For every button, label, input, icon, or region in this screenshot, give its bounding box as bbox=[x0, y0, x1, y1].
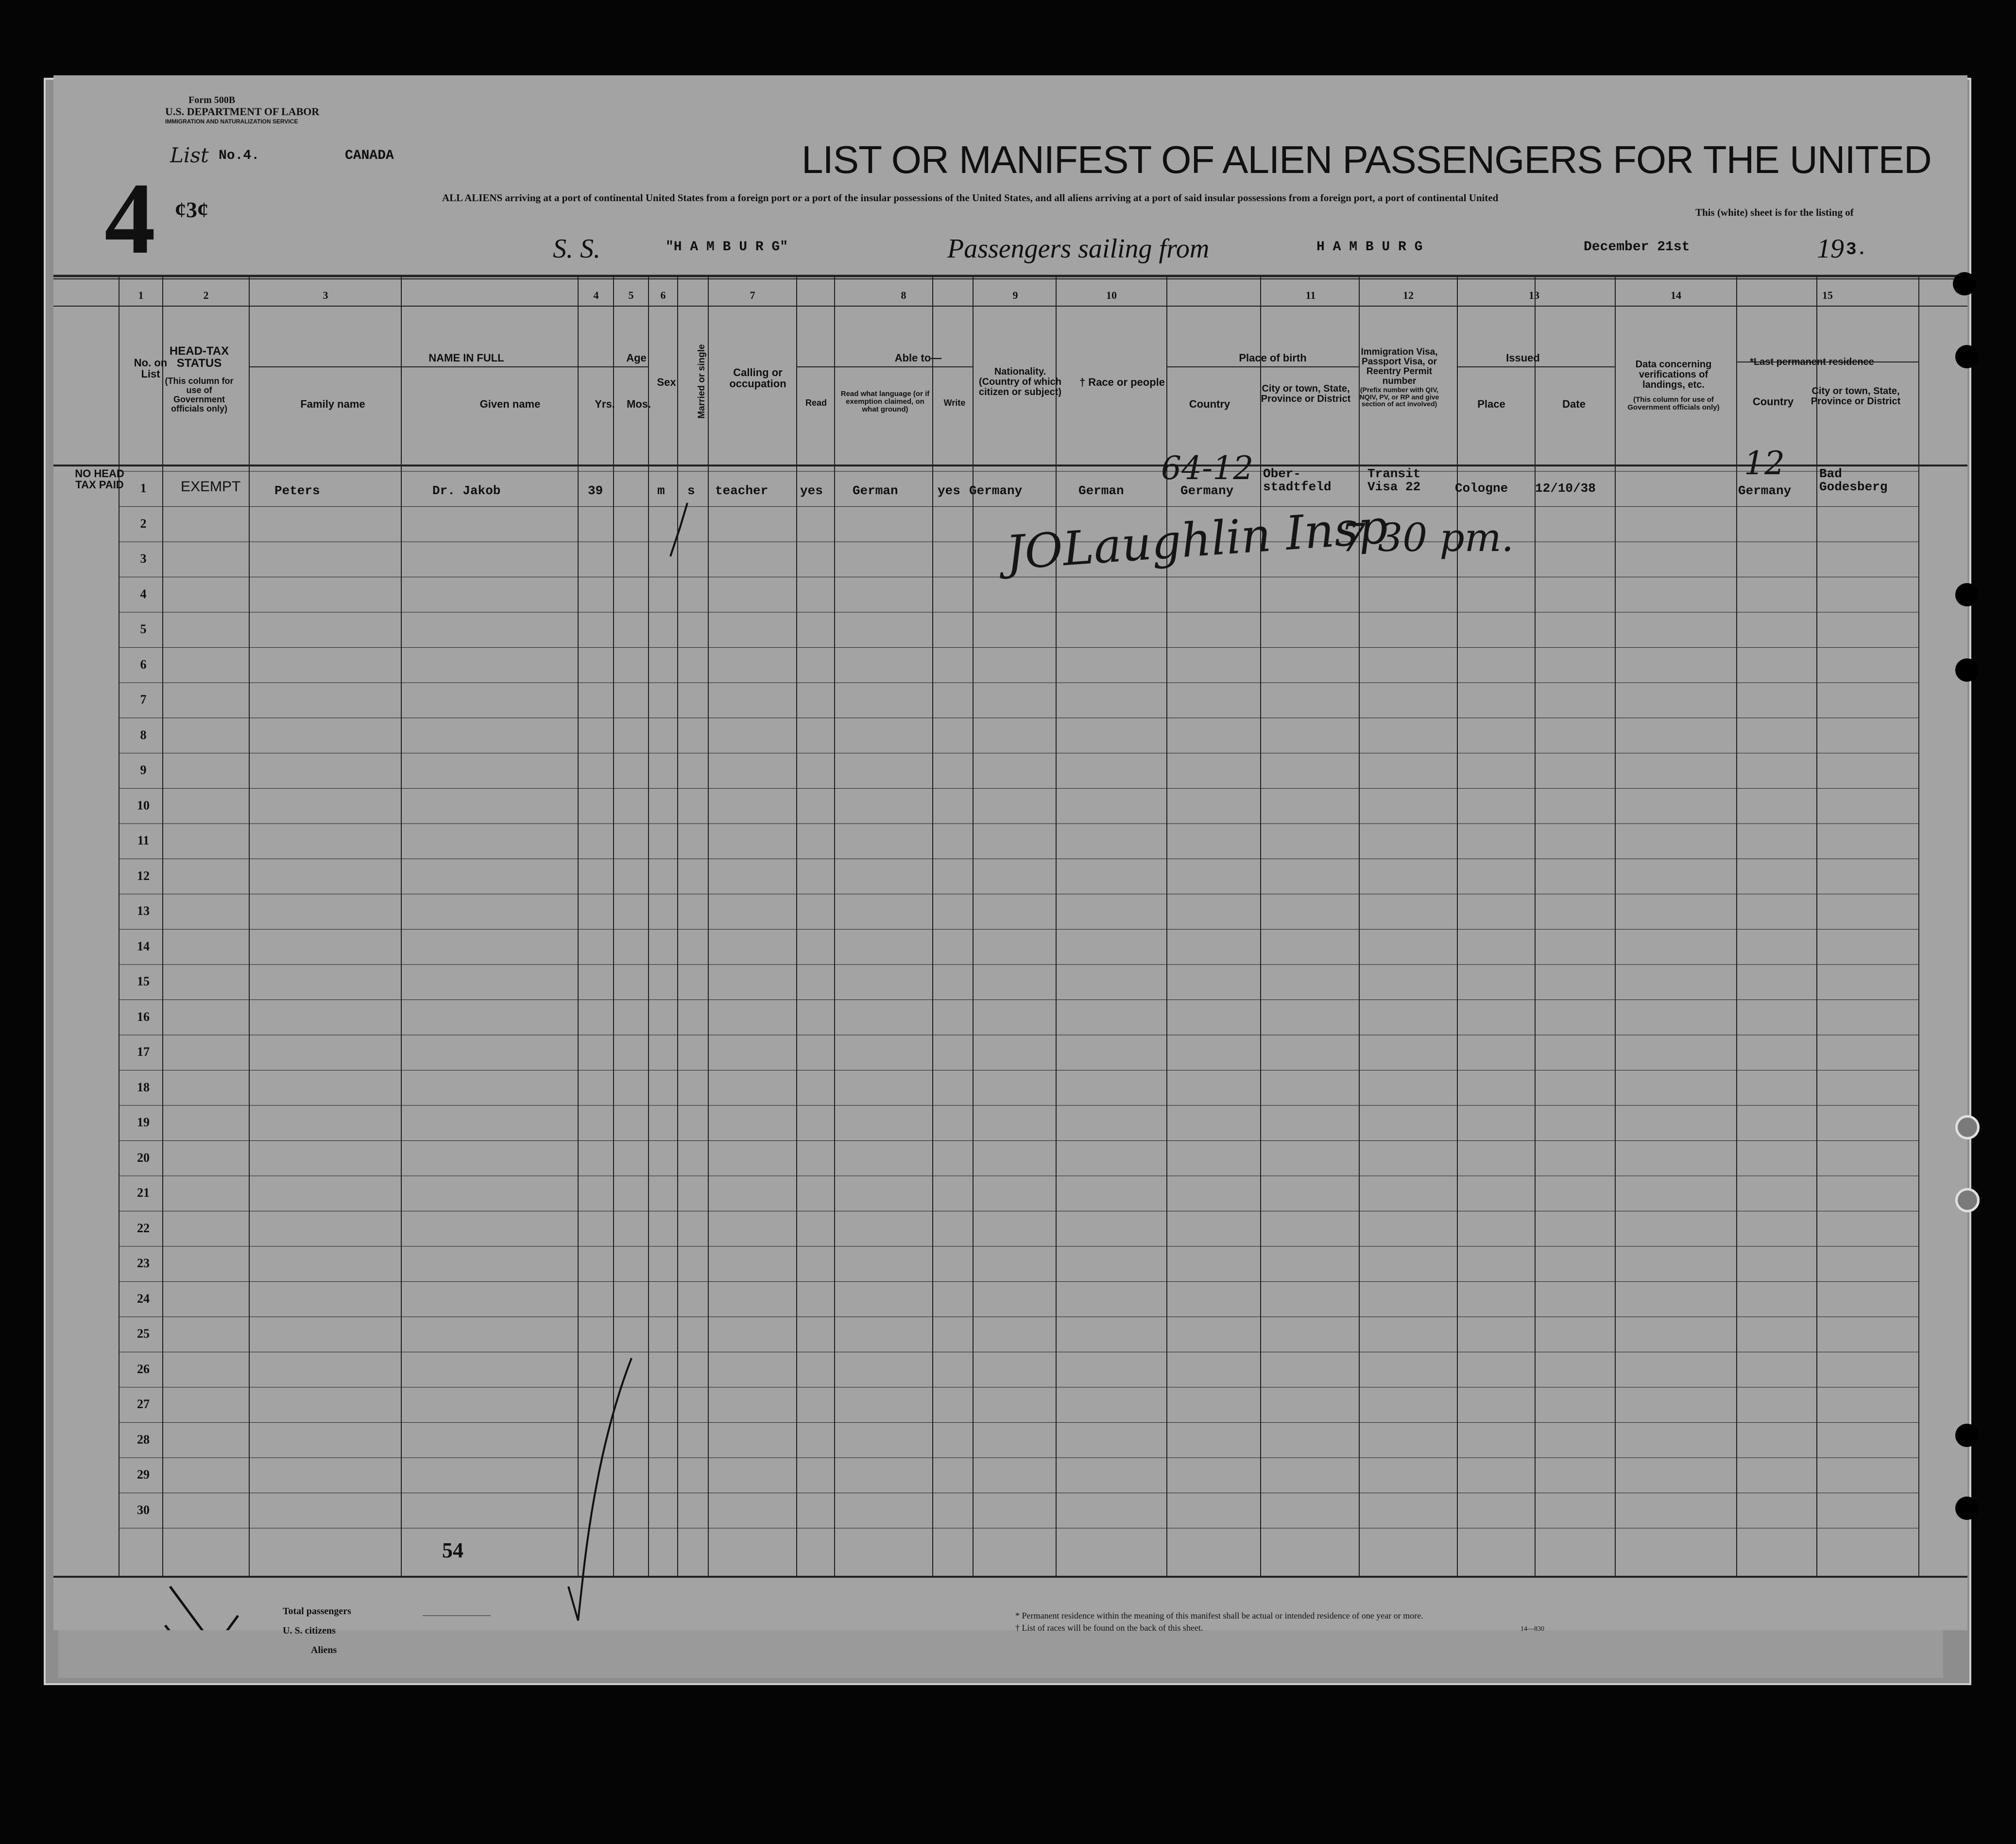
column-number: 8 bbox=[901, 289, 906, 301]
row-number: 17 bbox=[137, 1045, 150, 1059]
column-number: 2 bbox=[203, 289, 209, 301]
list-country: CANADA bbox=[345, 148, 394, 163]
row-number: 3 bbox=[140, 551, 147, 566]
punch-hole bbox=[1955, 1497, 1979, 1520]
department-name: U.S. DEPARTMENT OF LABOR bbox=[165, 105, 320, 118]
footer-us-citizens: U. S. citizens bbox=[283, 1625, 336, 1636]
column-number: 4 bbox=[593, 289, 599, 301]
handwritten-cross-mark bbox=[165, 1586, 238, 1630]
can-read: yes bbox=[800, 483, 823, 498]
list-value: No.4. bbox=[219, 148, 260, 163]
header-head-tax-note: (This column for use of Government officials only) bbox=[165, 376, 234, 414]
row-number: 4 bbox=[140, 586, 147, 601]
row-number: 11 bbox=[137, 833, 150, 847]
column-number: 12 bbox=[1403, 289, 1414, 301]
ss-label: S. S. bbox=[553, 234, 600, 264]
manifest-subtitle: ALL ALIENS arriving at a port of continental United States from a foreign port or a port of the insular possessions of the United States, and all aliens arriving at a port of said insular possessions from a foreign port, a port of continental United bbox=[442, 192, 1499, 204]
form-number: Form 500B bbox=[188, 95, 236, 105]
birth-city-line1: Ober- bbox=[1263, 466, 1301, 481]
header-visa: Immigration Visa, Passport Visa, or Reentry Permit number bbox=[1361, 347, 1438, 386]
age-years: 39 bbox=[588, 483, 603, 498]
row-number: 15 bbox=[137, 974, 150, 988]
row-number: 22 bbox=[137, 1221, 150, 1235]
header-no-on-list: No. on List bbox=[134, 357, 168, 380]
sheet-number: 4 bbox=[104, 162, 155, 275]
header-race: † Race or people bbox=[1079, 376, 1165, 388]
header-issued-place: Place bbox=[1477, 398, 1505, 410]
header-issued: Issued bbox=[1506, 352, 1540, 364]
footer-code: 14—830 bbox=[1521, 1625, 1544, 1633]
footer-total-passengers: Total passengers bbox=[283, 1606, 351, 1617]
column-number: 11 bbox=[1305, 289, 1316, 301]
header-age: Age bbox=[626, 352, 647, 364]
header-nationality: Nationality. (Country of which citizen or subject) bbox=[978, 366, 1062, 397]
header-head-tax: HEAD-TAX STATUS bbox=[169, 345, 229, 370]
column-number: 1 bbox=[138, 289, 144, 301]
handwritten-residence-code: 12 bbox=[1744, 445, 1785, 482]
handwritten-time: 7 30 pm. bbox=[1341, 515, 1514, 560]
residence-city-line1: Bad bbox=[1819, 466, 1842, 481]
row-number: 29 bbox=[137, 1467, 150, 1482]
header-visa-note: (Prefix number with QIV, NQIV, PV, or RP and give section of act involved) bbox=[1359, 386, 1439, 408]
row-number: 7 bbox=[140, 692, 147, 707]
row-number: 25 bbox=[137, 1327, 150, 1341]
row-number: 26 bbox=[137, 1361, 150, 1376]
manifest-subtitle-2: This (white) sheet is for the listing of bbox=[1695, 207, 1854, 218]
visa-line1: Transit bbox=[1367, 466, 1421, 481]
sailing-label: Passengers sailing from bbox=[947, 234, 1210, 264]
header-last-residence: *Last permanent residence bbox=[1750, 357, 1874, 367]
punch-hole bbox=[1955, 1115, 1980, 1139]
row-number: 10 bbox=[137, 798, 150, 812]
year-suffix: 3. bbox=[1846, 240, 1867, 259]
inspector-signature: JOLaughlin Insp bbox=[1004, 499, 1390, 581]
visa-line2: Visa 22 bbox=[1367, 480, 1421, 494]
header-read-language: Read what language (or if exemption claimed, on what ground) bbox=[840, 390, 930, 414]
header-write: Write bbox=[943, 398, 966, 408]
row-number: 1 bbox=[140, 481, 147, 495]
manifest-title: LIST OR MANIFEST OF ALIEN PASSENGERS FOR THE UNITED bbox=[802, 138, 1931, 181]
year-prefix: 19 bbox=[1817, 234, 1844, 264]
row-number: 20 bbox=[137, 1150, 150, 1165]
row-number: 24 bbox=[137, 1291, 150, 1306]
family-name: Peters bbox=[274, 483, 320, 498]
column-number: 3 bbox=[323, 289, 328, 301]
punch-hole bbox=[1955, 1188, 1980, 1212]
row-number: 9 bbox=[140, 763, 147, 777]
birth-country: Germany bbox=[1180, 483, 1234, 498]
column-number: 6 bbox=[660, 289, 666, 301]
handwritten-tally: 54 bbox=[442, 1538, 463, 1562]
service-name: IMMIGRATION AND NATURALIZATION SERVICE bbox=[165, 118, 298, 125]
manifest-grid bbox=[53, 75, 1967, 1630]
row-number: 5 bbox=[140, 622, 147, 636]
no-head-tax-note: NO HEAD TAX PAID bbox=[75, 467, 124, 491]
read-language: German bbox=[853, 483, 898, 498]
row-number: 13 bbox=[137, 904, 150, 918]
header-sex: Sex bbox=[657, 376, 676, 388]
departure-port: H A M B U R G bbox=[1316, 240, 1423, 255]
header-name-in-full: NAME IN FULL bbox=[428, 352, 504, 364]
header-calling: Calling or occupation bbox=[729, 366, 786, 390]
header-landing-note: (This column for use of Government officials only) bbox=[1627, 396, 1720, 412]
header-yrs: Yrs. bbox=[595, 398, 615, 410]
residence-country: Germany bbox=[1738, 483, 1792, 498]
handwritten-tick bbox=[670, 503, 687, 556]
column-number: 15 bbox=[1822, 289, 1833, 301]
nationality: Germany bbox=[969, 483, 1023, 498]
row-number: 19 bbox=[137, 1115, 150, 1129]
occupation: teacher bbox=[715, 483, 769, 498]
list-label: List bbox=[170, 143, 209, 167]
header-able-to: Able to— bbox=[894, 352, 942, 364]
punch-hole bbox=[1955, 1424, 1979, 1447]
row-number: 2 bbox=[140, 516, 147, 531]
row-number: 30 bbox=[137, 1502, 150, 1517]
manifest-sheet bbox=[53, 75, 1967, 1655]
sheet-suffix: ¢3¢ bbox=[175, 197, 208, 222]
header-issued-date: Date bbox=[1562, 398, 1586, 410]
punch-hole bbox=[1955, 583, 1979, 606]
race: German bbox=[1078, 483, 1124, 498]
head-tax-status: EXEMPT bbox=[181, 479, 241, 495]
row-number: 8 bbox=[140, 727, 147, 742]
row-number: 16 bbox=[137, 1009, 150, 1024]
birth-city-line2: stadtfeld bbox=[1263, 480, 1332, 494]
header-family-name: Family name bbox=[300, 398, 365, 410]
given-name: Dr. Jakob bbox=[432, 483, 501, 498]
header-married: Married or single bbox=[697, 344, 707, 419]
issued-place: Cologne bbox=[1455, 481, 1508, 496]
residence-city-line2: Godesberg bbox=[1819, 480, 1888, 494]
punch-hole bbox=[1955, 658, 1979, 682]
marital-status: s bbox=[687, 483, 695, 498]
row-number: 21 bbox=[137, 1186, 150, 1200]
footnote-races: † List of races will be found on the back of this sheet. bbox=[1015, 1623, 1203, 1633]
header-read: Read bbox=[805, 398, 827, 408]
header-given-name: Given name bbox=[479, 398, 541, 410]
header-mos: Mos. bbox=[626, 398, 651, 410]
header-place-of-birth: Place of birth bbox=[1239, 352, 1307, 364]
row-number: 28 bbox=[137, 1432, 150, 1447]
handwritten-birth-code: 64-12 bbox=[1161, 449, 1254, 487]
header-res-city: City or town, State, Province or District bbox=[1811, 386, 1901, 407]
column-number: 13 bbox=[1529, 289, 1539, 301]
issued-date: 12/10/38 bbox=[1535, 481, 1596, 496]
row-number: 23 bbox=[137, 1256, 150, 1270]
header-birth-city: City or town, State, Province or District bbox=[1261, 383, 1351, 404]
header-landing-data: Data concerning verifications of landings, etc. bbox=[1635, 359, 1712, 390]
column-number: 10 bbox=[1106, 289, 1117, 301]
header-res-country: Country bbox=[1752, 396, 1794, 408]
column-number: 5 bbox=[628, 289, 634, 301]
header-birth-country: Country bbox=[1189, 398, 1230, 410]
footnote-residence: * Permanent residence within the meaning of this manifest shall be actual or intended residence of one year or more. bbox=[1015, 1611, 1423, 1620]
sex: m bbox=[657, 483, 665, 498]
column-number: 7 bbox=[750, 289, 755, 301]
row-number: 14 bbox=[137, 939, 150, 953]
row-number: 6 bbox=[140, 657, 147, 672]
punch-hole bbox=[1955, 345, 1979, 368]
row-number: 12 bbox=[137, 868, 150, 883]
column-number: 14 bbox=[1671, 289, 1681, 301]
row-number: 18 bbox=[137, 1080, 150, 1094]
departure-date: December 21st bbox=[1584, 240, 1690, 255]
punch-hole bbox=[1953, 272, 1976, 295]
row-number: 27 bbox=[137, 1397, 150, 1411]
can-write: yes bbox=[938, 483, 960, 498]
ship-name: "H A M B U R G" bbox=[666, 240, 788, 255]
footer-aliens: Aliens bbox=[311, 1645, 337, 1655]
column-number: 9 bbox=[1012, 289, 1018, 301]
